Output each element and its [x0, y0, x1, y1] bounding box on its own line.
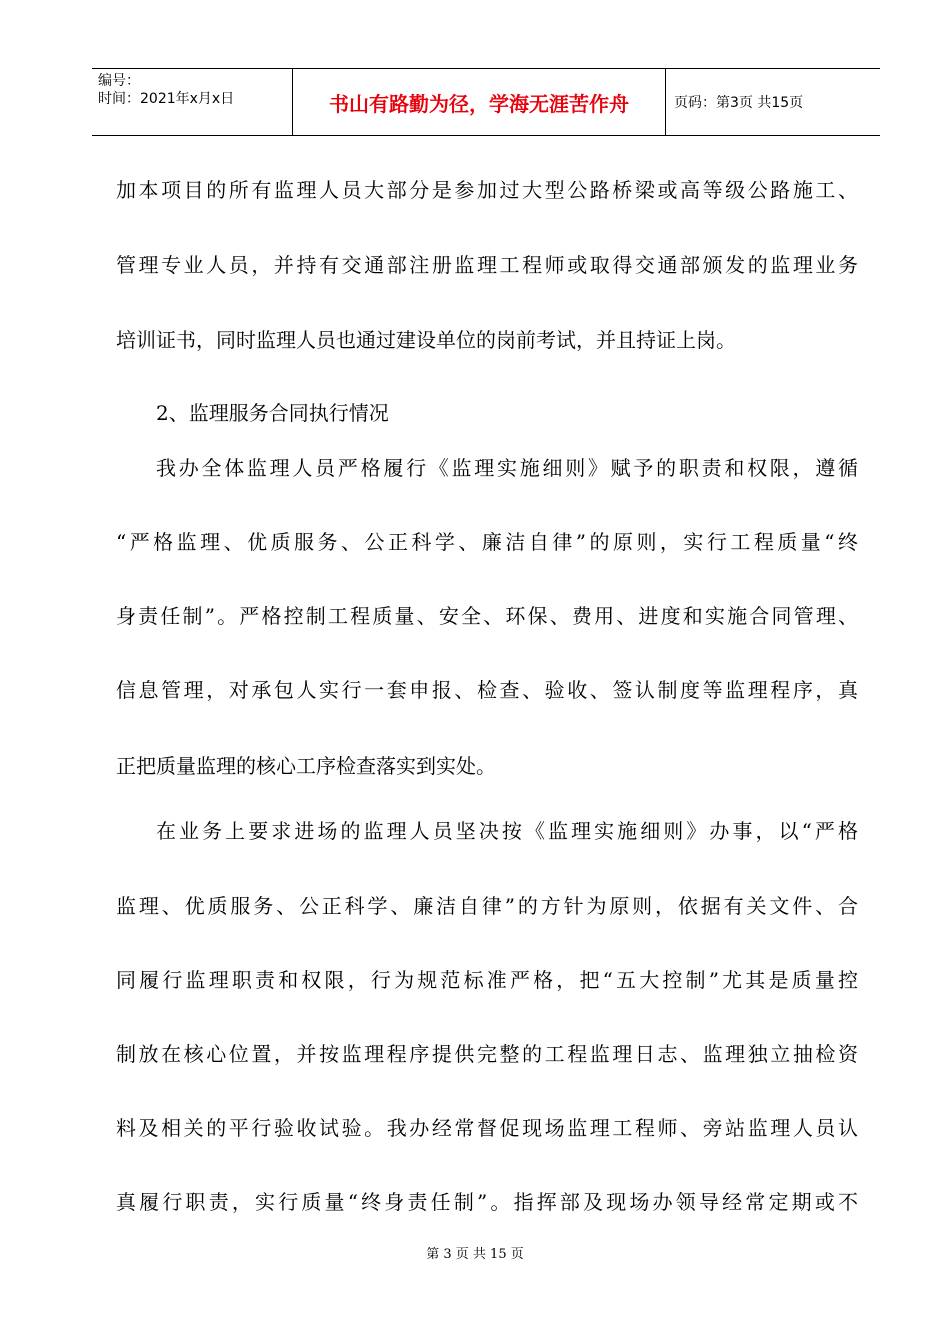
body-line: 同履行监理职责和权限，行为规范标准严格，把“五大控制”尤其是质量控 [116, 968, 858, 992]
header-page-info: 页码：第3页 共15页 [674, 95, 804, 111]
document-time-label: 时间：2021年x月x日 [98, 91, 235, 107]
body-line: 身责任制”。严格控制工程质量、安全、环保、费用、进度和实施合同管理、 [116, 604, 858, 628]
body-line: 监理、优质服务、公正科学、廉洁自律”的方针为原则，依据有关文件、合 [116, 894, 858, 918]
header-motto: 书山有路勤为径，学海无涯苦作舟 [293, 69, 666, 135]
body-line: 真履行职责，实行质量“终身责任制”。指挥部及现场办领导经常定期或不 [116, 1190, 858, 1214]
body-line: 管理专业人员，并持有交通部注册监理工程师或取得交通部颁发的监理业务 [116, 253, 858, 277]
header-meta [92, 69, 293, 135]
section-heading: 2、监理服务合同执行情况 [156, 401, 389, 425]
document-number-label: 编号： [98, 73, 140, 89]
body-line: 制放在核心位置，并按监理程序提供完整的工程监理日志、监理独立抽检资 [116, 1042, 858, 1066]
body-line: 在业务上要求进场的监理人员坚决按《监理实施细则》办事，以“严格 [156, 819, 858, 843]
body-line: 我办全体监理人员严格履行《监理实施细则》赋予的职责和权限，遵循 [156, 456, 858, 480]
page-footer: 第 3 页 共 15 页 [426, 1247, 524, 1262]
body-line: 料及相关的平行验收试验。我办经常督促现场监理工程师、旁站监理人员认 [116, 1116, 858, 1140]
body-line: 加本项目的所有监理人员大部分是参加过大型公路桥梁或高等级公路施工、 [116, 178, 858, 202]
body-line: 信息管理，对承包人实行一套申报、检查、验收、签认制度等监理程序，真 [116, 678, 858, 702]
body-line: 正把质量监理的核心工序检查落实到实处。 [116, 754, 496, 778]
body-line: “严格监理、优质服务、公正科学、廉洁自律”的原则，实行工程质量“终 [116, 530, 858, 554]
page-header [92, 68, 880, 136]
body-line: 培训证书，同时监理人员也通过建设单位的岗前考试，并且持证上岗。 [116, 328, 736, 352]
